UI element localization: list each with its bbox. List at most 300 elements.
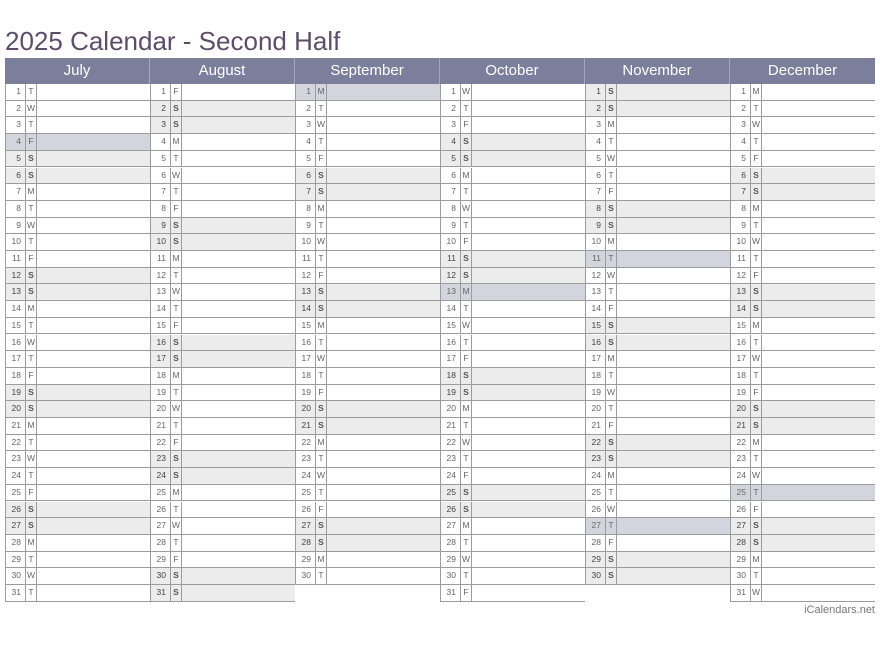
day-row — [586, 101, 730, 118]
day-row — [6, 351, 150, 368]
weekday-letter: F — [750, 151, 762, 167]
day-row — [6, 518, 150, 535]
day-row — [731, 435, 875, 452]
day-row — [441, 368, 585, 385]
day-number: 25 — [11, 486, 21, 497]
day-row — [441, 318, 585, 335]
day-number: 20 — [736, 403, 746, 414]
weekday-letter: M — [460, 401, 472, 417]
day-number: 10 — [301, 236, 311, 247]
weekday-letter: F — [315, 385, 327, 401]
weekday-letter: M — [25, 301, 37, 317]
day-row — [6, 585, 150, 602]
day-number: 8 — [306, 202, 311, 213]
day-number: 5 — [306, 152, 311, 163]
day-number: 19 — [591, 386, 601, 397]
weekday-letter: T — [750, 368, 762, 384]
day-row — [586, 168, 730, 185]
day-row — [6, 268, 150, 285]
day-number: 2 — [306, 102, 311, 113]
weekday-letter: T — [750, 451, 762, 467]
weekday-letter: S — [170, 468, 182, 484]
day-number: 27 — [446, 520, 456, 531]
day-number: 27 — [301, 520, 311, 531]
day-row — [731, 418, 875, 435]
day-row — [441, 218, 585, 235]
day-number: 5 — [741, 152, 746, 163]
weekday-letter: M — [605, 234, 617, 250]
day-number: 24 — [301, 470, 311, 481]
day-number: 4 — [451, 136, 456, 147]
weekday-letter: W — [170, 401, 182, 417]
weekday-letter: S — [460, 151, 472, 167]
day-number: 27 — [11, 520, 21, 531]
weekday-letter: S — [750, 518, 762, 534]
weekday-letter: M — [170, 251, 182, 267]
day-number: 6 — [596, 169, 601, 180]
weekday-letter: T — [170, 535, 182, 551]
day-row — [296, 151, 440, 168]
day-row — [6, 485, 150, 502]
day-row — [151, 168, 295, 185]
weekday-letter: T — [315, 568, 327, 584]
day-row — [6, 251, 150, 268]
day-number: 29 — [446, 553, 456, 564]
day-row — [731, 568, 875, 585]
day-row — [441, 468, 585, 485]
weekday-letter: S — [315, 401, 327, 417]
weekday-letter: T — [605, 134, 617, 150]
day-number: 15 — [156, 319, 166, 330]
day-row — [296, 351, 440, 368]
day-number: 22 — [301, 436, 311, 447]
month-header-september: September — [295, 58, 440, 84]
day-row — [731, 168, 875, 185]
day-number: 25 — [446, 486, 456, 497]
day-number: 28 — [446, 536, 456, 547]
calendar-grid — [5, 84, 875, 602]
day-row — [586, 218, 730, 235]
day-row — [441, 268, 585, 285]
weekday-letter: S — [605, 568, 617, 584]
day-number: 29 — [591, 553, 601, 564]
day-row — [441, 134, 585, 151]
weekday-letter: T — [315, 134, 327, 150]
weekday-letter: S — [605, 451, 617, 467]
day-row — [6, 568, 150, 585]
weekday-letter: T — [170, 385, 182, 401]
day-row — [441, 401, 585, 418]
day-row — [151, 201, 295, 218]
day-row — [441, 84, 585, 101]
day-number: 11 — [302, 253, 311, 263]
weekday-letter: W — [460, 435, 472, 451]
day-row — [441, 351, 585, 368]
day-row — [296, 502, 440, 519]
day-row — [586, 84, 730, 101]
weekday-letter: T — [315, 335, 327, 351]
weekday-letter: T — [460, 101, 472, 117]
weekday-letter: F — [460, 585, 472, 601]
day-row — [296, 284, 440, 301]
day-row — [586, 518, 730, 535]
weekday-letter: W — [25, 218, 37, 234]
day-number: 2 — [596, 102, 601, 113]
weekday-letter: S — [750, 301, 762, 317]
day-number: 19 — [736, 386, 746, 397]
day-number: 15 — [301, 319, 311, 330]
day-row — [6, 385, 150, 402]
day-number: 17 — [591, 353, 601, 364]
day-number: 25 — [301, 486, 311, 497]
day-number: 17 — [736, 353, 746, 364]
day-number: 13 — [591, 286, 601, 297]
day-number: 9 — [306, 219, 311, 230]
weekday-letter: S — [25, 168, 37, 184]
weekday-letter: W — [605, 385, 617, 401]
weekday-letter: S — [170, 117, 182, 133]
day-number: 9 — [596, 219, 601, 230]
day-row — [6, 218, 150, 235]
weekday-letter: T — [170, 502, 182, 518]
day-number: 23 — [301, 453, 311, 464]
month-column-november — [585, 84, 730, 585]
weekday-letter: W — [460, 318, 472, 334]
weekday-letter: W — [750, 234, 762, 250]
day-number: 25 — [156, 486, 166, 497]
day-row — [151, 351, 295, 368]
weekday-letter: M — [25, 535, 37, 551]
day-number: 2 — [16, 102, 21, 113]
day-number: 20 — [301, 403, 311, 414]
day-row — [586, 435, 730, 452]
day-number: 18 — [11, 369, 21, 380]
day-number: 10 — [156, 236, 166, 247]
day-row — [731, 284, 875, 301]
weekday-letter: M — [605, 468, 617, 484]
weekday-letter: F — [460, 117, 472, 133]
day-number: 21 — [156, 420, 166, 430]
day-row — [586, 234, 730, 251]
weekday-letter: T — [170, 184, 182, 200]
weekday-letter: S — [170, 234, 182, 250]
weekday-letter: S — [315, 418, 327, 434]
weekday-letter: F — [605, 184, 617, 200]
day-row — [586, 368, 730, 385]
day-number: 6 — [161, 169, 166, 180]
day-row — [731, 268, 875, 285]
day-row — [731, 134, 875, 151]
day-row — [586, 251, 730, 268]
day-number: 26 — [446, 503, 456, 514]
weekday-letter: F — [315, 502, 327, 518]
day-row — [296, 552, 440, 569]
day-number: 26 — [156, 503, 166, 514]
day-number: 17 — [446, 353, 456, 364]
day-number: 12 — [301, 269, 311, 280]
weekday-letter: M — [750, 552, 762, 568]
weekday-letter: T — [750, 251, 762, 267]
month-column-october — [440, 84, 585, 602]
weekday-letter: T — [460, 218, 472, 234]
day-row — [296, 468, 440, 485]
weekday-letter: T — [605, 401, 617, 417]
day-row — [151, 284, 295, 301]
day-number: 30 — [301, 570, 311, 581]
day-number: 25 — [591, 486, 601, 497]
weekday-letter: W — [750, 117, 762, 133]
day-row — [441, 117, 585, 134]
weekday-letter: S — [750, 284, 762, 300]
day-row — [6, 468, 150, 485]
day-row — [731, 301, 875, 318]
day-row — [6, 535, 150, 552]
day-row — [731, 201, 875, 218]
day-row — [296, 218, 440, 235]
weekday-letter: S — [170, 351, 182, 367]
day-row — [586, 335, 730, 352]
day-row — [731, 502, 875, 519]
weekday-letter: S — [170, 335, 182, 351]
weekday-letter: F — [605, 418, 617, 434]
day-number: 20 — [11, 403, 21, 414]
day-row — [296, 184, 440, 201]
day-number: 13 — [736, 286, 746, 297]
day-row — [151, 468, 295, 485]
day-row — [586, 284, 730, 301]
day-row — [6, 401, 150, 418]
day-row — [586, 535, 730, 552]
weekday-letter: F — [25, 368, 37, 384]
day-row — [6, 101, 150, 118]
day-row — [296, 101, 440, 118]
weekday-letter: M — [750, 201, 762, 217]
weekday-letter: T — [170, 301, 182, 317]
day-row — [151, 451, 295, 468]
weekday-letter: T — [25, 318, 37, 334]
day-number: 7 — [741, 186, 746, 197]
weekday-letter: T — [460, 335, 472, 351]
day-number: 17 — [301, 353, 311, 364]
weekday-letter: M — [605, 351, 617, 367]
day-row — [441, 184, 585, 201]
day-row — [441, 485, 585, 502]
day-row — [151, 268, 295, 285]
day-row — [6, 552, 150, 569]
weekday-letter: S — [25, 151, 37, 167]
weekday-letter: T — [170, 151, 182, 167]
day-number: 20 — [446, 403, 456, 414]
day-number: 28 — [591, 536, 601, 547]
day-number: 21 — [591, 420, 601, 430]
day-row — [586, 468, 730, 485]
day-row — [6, 335, 150, 352]
day-row — [151, 568, 295, 585]
day-row — [151, 368, 295, 385]
day-row — [151, 435, 295, 452]
day-number: 16 — [736, 336, 746, 347]
weekday-letter: W — [315, 117, 327, 133]
weekday-letter: T — [25, 468, 37, 484]
day-row — [296, 368, 440, 385]
day-row — [296, 268, 440, 285]
day-row — [151, 117, 295, 134]
day-row — [586, 485, 730, 502]
weekday-letter: T — [315, 251, 327, 267]
day-row — [731, 318, 875, 335]
month-column-july — [5, 84, 150, 602]
weekday-letter: W — [605, 268, 617, 284]
day-row — [6, 435, 150, 452]
day-row — [731, 218, 875, 235]
weekday-letter: S — [170, 101, 182, 117]
day-row — [731, 468, 875, 485]
day-number: 9 — [161, 219, 166, 230]
weekday-letter: F — [460, 351, 472, 367]
day-row — [296, 401, 440, 418]
weekday-letter: T — [25, 84, 37, 100]
weekday-letter: T — [460, 184, 472, 200]
day-row — [731, 535, 875, 552]
weekday-letter: T — [605, 284, 617, 300]
day-number: 21 — [301, 420, 311, 430]
day-number: 8 — [741, 202, 746, 213]
day-number: 19 — [301, 386, 311, 397]
day-number: 26 — [11, 503, 21, 514]
day-number: 14 — [301, 303, 311, 314]
day-row — [151, 585, 295, 602]
day-number: 13 — [446, 286, 456, 297]
day-row — [296, 201, 440, 218]
weekday-letter: S — [750, 535, 762, 551]
day-number: 2 — [451, 102, 456, 113]
day-number: 3 — [451, 119, 456, 130]
day-number: 17 — [156, 353, 166, 364]
day-number: 9 — [741, 219, 746, 230]
day-number: 18 — [156, 369, 166, 380]
day-number: 7 — [306, 186, 311, 197]
weekday-letter: M — [315, 318, 327, 334]
day-row — [151, 234, 295, 251]
weekday-letter: T — [315, 368, 327, 384]
weekday-letter: F — [750, 268, 762, 284]
day-number: 10 — [11, 236, 21, 247]
day-row — [6, 184, 150, 201]
weekday-letter: M — [460, 168, 472, 184]
day-number: 31 — [446, 587, 456, 597]
day-row — [731, 401, 875, 418]
day-row — [731, 385, 875, 402]
day-number: 7 — [596, 186, 601, 197]
day-number: 10 — [736, 236, 746, 247]
day-row — [441, 418, 585, 435]
weekday-letter: W — [25, 335, 37, 351]
day-number: 23 — [11, 453, 21, 464]
weekday-letter: T — [25, 117, 37, 133]
day-row — [586, 351, 730, 368]
day-number: 21 — [11, 420, 21, 430]
day-number: 28 — [736, 536, 746, 547]
month-header-row — [5, 58, 875, 84]
day-number: 23 — [591, 453, 601, 464]
day-number: 22 — [11, 436, 21, 447]
day-row — [441, 552, 585, 569]
weekday-letter: T — [25, 201, 37, 217]
day-row — [731, 368, 875, 385]
day-number: 4 — [306, 136, 311, 147]
weekday-letter: M — [460, 284, 472, 300]
day-number: 21 — [446, 420, 456, 430]
day-row — [586, 552, 730, 569]
day-number: 29 — [301, 553, 311, 564]
day-number: 16 — [591, 336, 601, 347]
day-row — [296, 301, 440, 318]
day-number: 15 — [736, 319, 746, 330]
day-number: 8 — [451, 202, 456, 213]
weekday-letter: W — [315, 351, 327, 367]
day-row — [586, 184, 730, 201]
day-row — [151, 151, 295, 168]
day-number: 27 — [591, 520, 601, 531]
weekday-letter: S — [605, 318, 617, 334]
day-number: 29 — [11, 553, 21, 564]
weekday-letter: F — [605, 535, 617, 551]
day-row — [296, 451, 440, 468]
day-number: 24 — [11, 470, 21, 481]
day-number: 14 — [591, 303, 601, 314]
day-number: 30 — [11, 570, 21, 581]
weekday-letter: S — [605, 101, 617, 117]
day-row — [731, 184, 875, 201]
day-number: 8 — [161, 202, 166, 213]
day-row — [441, 435, 585, 452]
weekday-letter: M — [750, 318, 762, 334]
month-header-august: August — [150, 58, 295, 84]
day-row — [586, 418, 730, 435]
day-row — [6, 418, 150, 435]
weekday-letter: T — [460, 301, 472, 317]
weekday-letter: M — [315, 435, 327, 451]
day-number: 14 — [446, 303, 456, 314]
month-column-december — [730, 84, 875, 602]
weekday-letter: S — [315, 284, 327, 300]
day-number: 2 — [161, 102, 166, 113]
day-number: 31 — [736, 587, 746, 597]
weekday-letter: F — [315, 151, 327, 167]
day-row — [151, 518, 295, 535]
weekday-letter: S — [170, 568, 182, 584]
weekday-letter: S — [315, 184, 327, 200]
day-row — [151, 335, 295, 352]
day-row — [296, 385, 440, 402]
day-number: 5 — [451, 152, 456, 163]
day-number: 25 — [736, 486, 746, 497]
weekday-letter: S — [750, 401, 762, 417]
day-row — [151, 184, 295, 201]
weekday-letter: S — [25, 268, 37, 284]
day-number: 1 — [306, 86, 311, 96]
weekday-letter: T — [460, 568, 472, 584]
day-row — [731, 552, 875, 569]
day-row — [6, 234, 150, 251]
weekday-letter: M — [750, 84, 762, 100]
weekday-letter: M — [25, 418, 37, 434]
day-number: 30 — [446, 570, 456, 581]
weekday-letter: M — [170, 368, 182, 384]
day-row — [296, 251, 440, 268]
weekday-letter: T — [25, 552, 37, 568]
day-number: 22 — [446, 436, 456, 447]
